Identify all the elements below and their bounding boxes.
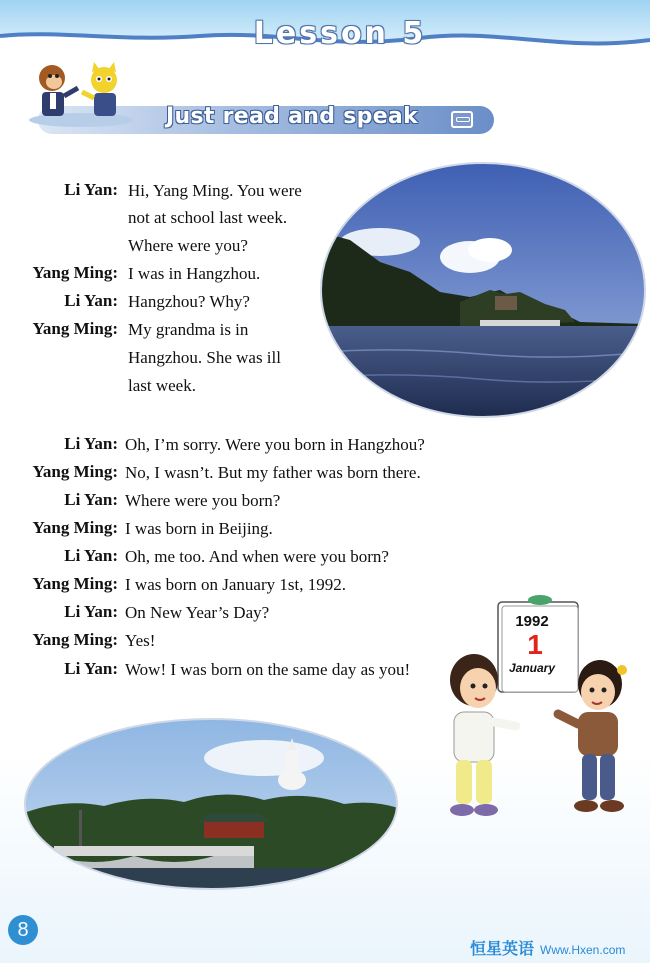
- speaker-label: Li Yan:: [64, 546, 118, 565]
- speaker-label: Yang Ming:: [32, 462, 118, 481]
- dialogue-line: last week.: [128, 376, 196, 395]
- speaker-label: Yang Ming:: [32, 319, 118, 338]
- dialogue-line: not at school last week.: [128, 208, 288, 227]
- page-number: 8: [8, 915, 38, 945]
- dialogue-line: I was born on January 1st, 1992.: [125, 575, 346, 594]
- dialogue-line: Hangzhou? Why?: [128, 292, 250, 311]
- speaker-label: Li Yan:: [64, 180, 118, 199]
- beihai-park-photo: [24, 718, 398, 890]
- dialogue-line: Hangzhou. She was ill: [128, 348, 281, 367]
- calendar-month: January: [508, 661, 556, 675]
- speaker-label: Yang Ming:: [32, 630, 118, 649]
- speaker-label: Li Yan:: [64, 291, 118, 310]
- calendar-year: 1992: [515, 613, 549, 630]
- speaker-label: Li Yan:: [64, 659, 118, 678]
- dialogue-line: No, I wasn’t. But my father was born there.: [125, 463, 421, 482]
- watermark-brand: 恒星英语: [470, 941, 535, 958]
- watermark-url: Www.Hxen.com: [540, 943, 626, 957]
- dialogue-line: Yes!: [125, 631, 156, 650]
- children-with-calendar-illustration: [440, 594, 645, 834]
- dialogue-line: Where were you born?: [125, 491, 281, 510]
- lesson-title: Lesson 5: [253, 16, 427, 51]
- cassette-tape-icon: [451, 111, 473, 128]
- speaker-label: Li Yan:: [64, 434, 118, 453]
- speaker-label: Li Yan:: [64, 490, 118, 509]
- dialogue-line: I was born in Beijing.: [125, 519, 273, 538]
- speaker-label: Yang Ming:: [32, 518, 118, 537]
- dialogue-line: Where were you?: [128, 236, 248, 255]
- dialogue-line: Oh, I’m sorry. Were you born in Hangzhou?: [125, 435, 425, 454]
- dialogue-line: I was in Hangzhou.: [128, 264, 261, 283]
- speaker-label: Li Yan:: [64, 602, 118, 621]
- mascot-characters-illustration: [26, 62, 136, 128]
- dialogue-line: Hi, Yang Ming. You were: [128, 181, 302, 200]
- dialogue-line: Oh, me too. And when were you born?: [125, 547, 389, 566]
- speaker-label: Yang Ming:: [32, 574, 118, 593]
- speaker-label: Yang Ming:: [32, 263, 118, 282]
- calendar-day: 1: [527, 629, 543, 660]
- dialogue-line: My grandma is in: [128, 320, 249, 339]
- dialogue-line: On New Year’s Day?: [125, 603, 270, 622]
- dialogue-line: Wow! I was born on the same day as you!: [125, 660, 411, 679]
- west-lake-photo: [320, 162, 646, 418]
- section-title: Just read and speak: [166, 104, 418, 129]
- watermark: [470, 936, 625, 959]
